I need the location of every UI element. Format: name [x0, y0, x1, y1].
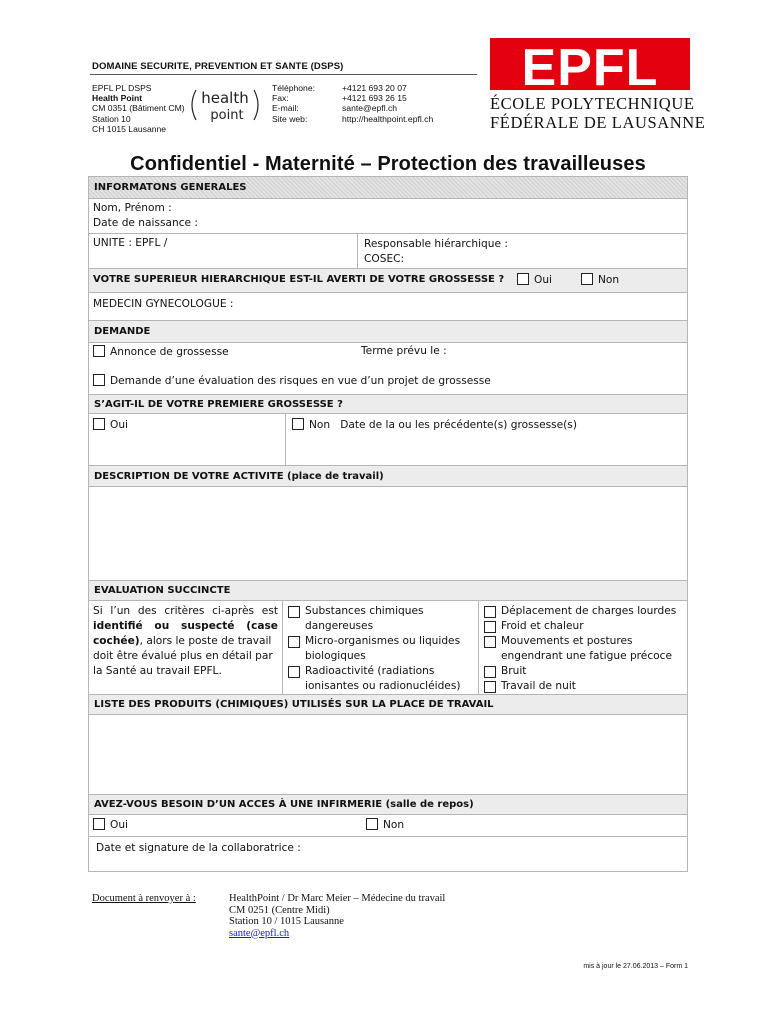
risk-item[interactable]: Radioactivité (radiations ionisantes ou radionucléides)	[288, 664, 460, 694]
epfl-name-line2: FÉDÉRALE DE LAUSANNE	[490, 113, 706, 132]
address-line: HealthPoint / Dr Marc Meier – Médecine du travail	[229, 893, 446, 904]
activity-description-field[interactable]	[88, 486, 688, 580]
manager-label[interactable]: Responsable hiérarchique :	[364, 238, 508, 250]
contact-block	[272, 83, 433, 124]
signature-label: Date et signature de la collaboratrice :	[96, 842, 301, 854]
checkbox[interactable]	[484, 636, 496, 648]
checkbox[interactable]	[484, 666, 496, 678]
section-header-activity: DESCRIPTION DE VOTRE ACTIVITE (place de travail)	[88, 465, 688, 486]
checkbox[interactable]	[517, 273, 529, 285]
contact-label: Fax:	[272, 93, 289, 104]
evaluation-request-option[interactable]: Demande d’une évaluation des risques en vue d’un projet de grossesse	[93, 374, 491, 387]
risk-item[interactable]: Micro-organismes ou liquides biologiques	[288, 634, 460, 664]
products-list-field[interactable]	[88, 714, 688, 794]
section-header-first-pregnancy: S’AGIT-IL DE VOTRE PREMIERE GROSSESSE ?	[88, 394, 688, 413]
contact-value: +4121 693 26 15	[342, 93, 407, 104]
checkbox[interactable]	[292, 418, 304, 430]
epfl-name-line1: ÉCOLE POLYTECHNIQUE	[490, 94, 695, 113]
risk-column-2	[484, 604, 676, 694]
superior-question: VOTRE SUPERIEUR HIERARCHIQUE EST-IL AVERTI DE VOTRE GROSSESSE ?	[93, 274, 505, 285]
superior-yes-option[interactable]: Oui	[517, 273, 552, 286]
risk-item[interactable]: Froid et chaleur	[484, 619, 676, 634]
superior-no-option[interactable]: Non	[581, 273, 619, 286]
return-label: Document à renvoyer à :	[92, 893, 196, 904]
document-title: Confidentiel - Maternité – Protection des travailleuses	[130, 153, 646, 175]
request-box	[88, 342, 688, 394]
checkbox[interactable]	[484, 606, 496, 618]
gynecologist-field[interactable]	[88, 292, 688, 320]
maternity-form	[88, 176, 688, 872]
address-line: EPFL PL DSPS	[92, 83, 152, 93]
section-header-request: DEMANDE	[88, 320, 688, 342]
risk-column-1	[288, 604, 460, 694]
email-link[interactable]: sante@epfl.ch	[229, 927, 290, 939]
epfl-logo-text: EPFL	[521, 39, 659, 90]
checkbox[interactable]	[581, 273, 593, 285]
previous-dates-label: Date de la ou les précédente(s) grossesse(s)	[340, 419, 577, 431]
return-address-lines	[229, 893, 529, 939]
birthdate-label: Date de naissance :	[93, 217, 198, 229]
healthpoint-logo	[190, 86, 260, 124]
risk-item[interactable]: Substances chimiques dangereuses	[288, 604, 460, 634]
unit-label: UNITE : EPFL /	[93, 237, 168, 249]
address-line: Station 10 / 1015 Lausanne	[229, 916, 344, 927]
return-address	[92, 893, 446, 939]
section-header-evaluation: EVALUATION SUCCINCTE	[88, 580, 688, 600]
contact-label: E-mail:	[272, 103, 299, 114]
unit-row	[88, 233, 688, 268]
checkbox[interactable]	[366, 818, 378, 830]
contact-value: +4121 693 20 07	[342, 83, 407, 93]
first-pregnancy-box	[88, 413, 688, 465]
checkbox[interactable]	[288, 606, 300, 618]
contact-value: http://healthpoint.epfl.ch	[342, 113, 434, 124]
infirmary-options	[88, 814, 688, 836]
header-divider	[90, 74, 477, 75]
signature-field[interactable]	[88, 836, 688, 872]
contact-value: sante@epfl.ch	[342, 103, 398, 114]
first-pregnancy-no[interactable]: Non Date de la ou les précédente(s) grossesse(s)	[292, 418, 577, 431]
department-title: DOMAINE SECURITE, PREVENTION ET SANTE (DSPS)	[92, 61, 344, 72]
checkbox[interactable]	[484, 681, 496, 693]
epfl-school-name	[490, 94, 706, 132]
identity-field[interactable]	[88, 198, 688, 233]
checkbox[interactable]	[288, 666, 300, 678]
healthpoint-logo-line1: health	[201, 89, 249, 107]
contact-label: Téléphone:	[272, 83, 316, 93]
address-block	[92, 83, 185, 134]
section-header-general: INFORMATONS GENERALES	[88, 176, 688, 198]
superior-question-row	[88, 268, 688, 292]
announce-option[interactable]: Annonce de grossesse	[93, 345, 229, 358]
healthpoint-logo-line2: point	[210, 108, 244, 123]
address-line: CM 0251 (Centre Midi)	[229, 904, 330, 916]
risk-item[interactable]: Mouvements et postures engendrant une fatigue précoce	[484, 634, 676, 664]
infirmary-yes[interactable]: Oui	[93, 818, 128, 831]
risk-item[interactable]: Bruit	[484, 664, 676, 679]
due-date-label[interactable]: Terme prévu le :	[361, 345, 447, 357]
infirmary-no[interactable]: Non	[366, 818, 404, 831]
name-label: Nom, Prénom :	[93, 202, 172, 214]
risk-item[interactable]: Déplacement de charges lourdes	[484, 604, 676, 619]
checkbox[interactable]	[93, 345, 105, 357]
address-line: CM 0351 (Bâtiment CM)	[92, 103, 185, 114]
evaluation-box	[88, 600, 688, 694]
epfl-logo	[490, 38, 690, 90]
checkbox[interactable]	[288, 636, 300, 648]
checkbox[interactable]	[93, 418, 105, 430]
section-header-infirmary: AVEZ-VOUS BESOIN D’UN ACCES À UNE INFIRMERIE (salle de repos)	[88, 794, 688, 814]
first-pregnancy-yes[interactable]: Oui	[93, 418, 128, 431]
checkbox[interactable]	[484, 621, 496, 633]
update-note: mis à jour le 27.06.2013 – Form 1	[583, 963, 688, 970]
cosec-label[interactable]: COSEC:	[364, 253, 405, 265]
address-line: Station 10	[92, 113, 131, 124]
checkbox[interactable]	[93, 818, 105, 830]
address-line: CH 1015 Lausanne	[92, 123, 167, 134]
section-header-products: LISTE DES PRODUITS (CHIMIQUES) UTILISÉS SUR LA PLACE DE TRAVAIL	[88, 694, 688, 714]
checkbox[interactable]	[93, 374, 105, 386]
risk-item[interactable]: Travail de nuit	[484, 679, 676, 694]
evaluation-criteria-text: Si l’un des critères ci-après est identifié ou suspecté (case cochée), alors le poste de travail doit être évalué plus en détail par la Santé au travail EPFL.	[93, 605, 278, 677]
address-line: Health Point	[92, 93, 143, 104]
gynecologist-label: MEDECIN GYNECOLOGUE :	[93, 298, 234, 310]
contact-label: Site web:	[272, 113, 308, 124]
